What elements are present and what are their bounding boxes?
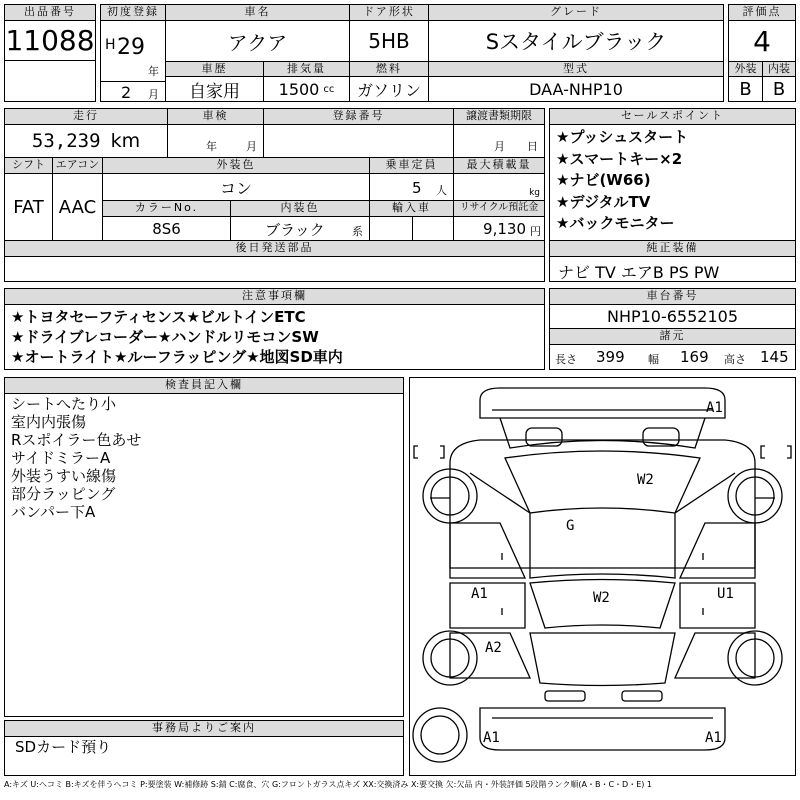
damage-label-a1-left: A1	[471, 586, 488, 602]
inspection-year-unit: 年	[206, 140, 217, 153]
lot-number-blank	[4, 60, 96, 102]
transfer-month-unit: 月	[494, 140, 505, 153]
damage-label-u1-right: U1	[717, 586, 734, 602]
car-history: 自家用	[165, 76, 264, 102]
equipment-header: 純正装備	[549, 240, 796, 257]
damage-label-a2-left: A2	[485, 640, 502, 656]
fuel-type: ガソリン	[349, 76, 429, 102]
inspector-note: 外装うすい線傷	[11, 467, 117, 485]
shift-type: FAT	[4, 173, 53, 241]
notes-box	[4, 304, 545, 370]
grade-header: グレード	[428, 4, 724, 21]
history-header: 車歴	[165, 61, 264, 77]
sales-points-header: セールスポイント	[549, 108, 796, 125]
exterior-score: B	[728, 76, 763, 102]
height-value: 145	[760, 348, 789, 366]
capacity-unit: 人	[436, 184, 447, 197]
notes-header: 注意事項欄	[4, 288, 545, 305]
interior-score: B	[762, 76, 796, 102]
first-registration-header: 初度登録	[100, 4, 166, 21]
shift-header: シフト	[4, 157, 53, 174]
note-line: ★オートライト★ルーフラッピング★地図SD車内	[11, 348, 343, 366]
import-header: 輸入車	[369, 200, 454, 217]
inspector-note: シートへたり小	[11, 395, 117, 413]
color-number: 8S6	[102, 216, 231, 241]
recycle-header: リサイクル預託金	[453, 200, 545, 217]
displacement-cell	[263, 76, 350, 102]
height-label: 高さ	[724, 353, 746, 366]
inspection-month-unit: 月	[246, 140, 257, 153]
model-header: 型式	[428, 61, 724, 77]
sales-point-item: ★バックモニター	[556, 214, 675, 232]
fuel-header: 燃料	[349, 61, 429, 77]
recycle-cell	[453, 216, 545, 241]
damage-label-a1-bottom-left: A1	[483, 730, 500, 746]
capacity-header: 乗車定員	[369, 157, 454, 174]
width-label: 幅	[648, 353, 659, 366]
mileage: 53,239	[31, 130, 101, 152]
dimensions-cell	[549, 344, 796, 370]
inspector-notes-box	[4, 393, 404, 717]
max-load-header: 最大積載量	[453, 157, 545, 174]
later-parts-header: 後日発送部品	[4, 240, 545, 257]
exterior-header: 外装	[728, 61, 763, 77]
door-type: 5HB	[349, 20, 429, 62]
dimensions-header: 諸元	[549, 328, 796, 345]
length-value: 399	[596, 348, 625, 366]
seating-capacity: 5	[412, 179, 422, 197]
load-unit: kg	[529, 188, 540, 198]
lot-number-header: 出品番号	[4, 4, 96, 21]
grade: Sスタイルブラック	[428, 20, 724, 62]
displacement-unit: cc	[323, 83, 335, 95]
damage-label-w2-center: W2	[593, 590, 610, 606]
damage-label-a1-top: A1	[706, 400, 723, 416]
car-name: アクア	[165, 20, 350, 62]
transfer-deadline-cell	[453, 124, 545, 158]
recycle-fee: 9,130	[483, 220, 526, 238]
damage-label-g: G	[566, 518, 575, 534]
exterior-color: コン	[102, 173, 370, 201]
registration-year: 29	[117, 35, 145, 60]
sales-point-item: ★スマートキー×2	[556, 149, 683, 168]
interior-color: ブラック	[265, 221, 325, 239]
sales-point-item: ★ナビ(W66)	[556, 171, 651, 189]
inspector-header: 検査員記入欄	[4, 377, 404, 394]
interior-color-header: 内装色	[230, 200, 370, 217]
interior-color-unit: 系	[352, 225, 363, 238]
inspection-header: 車検	[167, 108, 264, 125]
car-name-header: 車名	[165, 4, 350, 21]
registration-month: 2	[121, 83, 132, 102]
inspector-note: 部分ラッピング	[11, 485, 116, 503]
equipment: ナビ TV エアB PS PW	[549, 256, 796, 282]
lot-number: 11088	[4, 20, 96, 61]
max-load-cell	[453, 173, 545, 201]
sales-points-box	[549, 124, 796, 241]
capacity-cell	[369, 173, 454, 201]
chassis-number: NHP10-6552105	[549, 304, 796, 329]
mileage-unit: km	[110, 130, 141, 152]
registration-number-header: 登録番号	[263, 108, 454, 125]
note-line: ★トヨタセーフティセンス★ビルトインETC	[11, 308, 306, 326]
aircon-header: エアコン	[52, 157, 103, 174]
mileage-header: 走行	[4, 108, 168, 125]
office-header: 事務局よりご案内	[4, 720, 404, 737]
inspector-note: サイドミラーA	[11, 449, 111, 467]
displacement-header: 排気量	[263, 61, 350, 77]
exterior-color-header: 外装色	[102, 157, 370, 174]
inspector-note: バンパー下A	[11, 503, 96, 521]
registration-number-cell	[263, 124, 454, 158]
damage-diagram	[409, 377, 796, 776]
later-parts-cell	[4, 256, 545, 282]
mileage-cell	[4, 124, 168, 158]
recycle-unit: 円	[530, 225, 541, 238]
sales-point-item: ★プッシュスタート	[556, 128, 689, 146]
sales-point-item: ★デジタルTV	[556, 192, 651, 211]
inspection-cell	[167, 124, 264, 158]
year-unit: 年	[148, 65, 159, 78]
color-number-header: カラーNo.	[102, 200, 231, 217]
score-header: 評価点	[728, 4, 796, 21]
damage-label-a1-bottom-right: A1	[705, 730, 722, 746]
transfer-day-unit: 日	[527, 140, 538, 153]
transfer-deadline-header: 譲渡書類期限	[453, 108, 545, 125]
chassis-header: 車台番号	[549, 288, 796, 305]
era-letter: H	[105, 37, 116, 53]
overall-score: 4	[728, 20, 796, 62]
inspector-note: Rスポイラー色あせ	[11, 431, 142, 449]
first-registration-cell	[100, 20, 166, 82]
import-cell-b	[412, 216, 454, 241]
length-label: 長さ	[555, 353, 577, 366]
inspector-note: 室内内張傷	[11, 413, 87, 431]
door-header: ドア形状	[349, 4, 429, 21]
width-value: 169	[680, 348, 709, 366]
import-cell-a	[369, 216, 413, 241]
office-box	[4, 736, 404, 776]
damage-label-w2-roof: W2	[637, 472, 654, 488]
model-code: DAA-NHP10	[428, 76, 724, 102]
registration-month-cell	[100, 81, 166, 102]
aircon-type: AAC	[52, 173, 103, 241]
car-outline-diagram	[410, 378, 795, 775]
office-note: SDカード預り	[15, 738, 112, 756]
interior-color-cell	[230, 216, 370, 241]
displacement: 1500	[278, 79, 320, 99]
month-unit: 月	[148, 88, 159, 101]
note-line: ★ドライブレコーダー★ハンドルリモコンSW	[11, 328, 319, 346]
interior-header: 内装	[762, 61, 796, 77]
damage-code-legend: A:キズ U:ヘコミ B:キズを伴うヘコミ P:要塗装 W:補修跡 S:錆 C:腐食、穴 G:フロントガラス点キズ XX:交換済み X:要交換 欠:欠品 内・外装評価 5段階ランク順(A・B・C・D・E) 1	[4, 780, 653, 789]
